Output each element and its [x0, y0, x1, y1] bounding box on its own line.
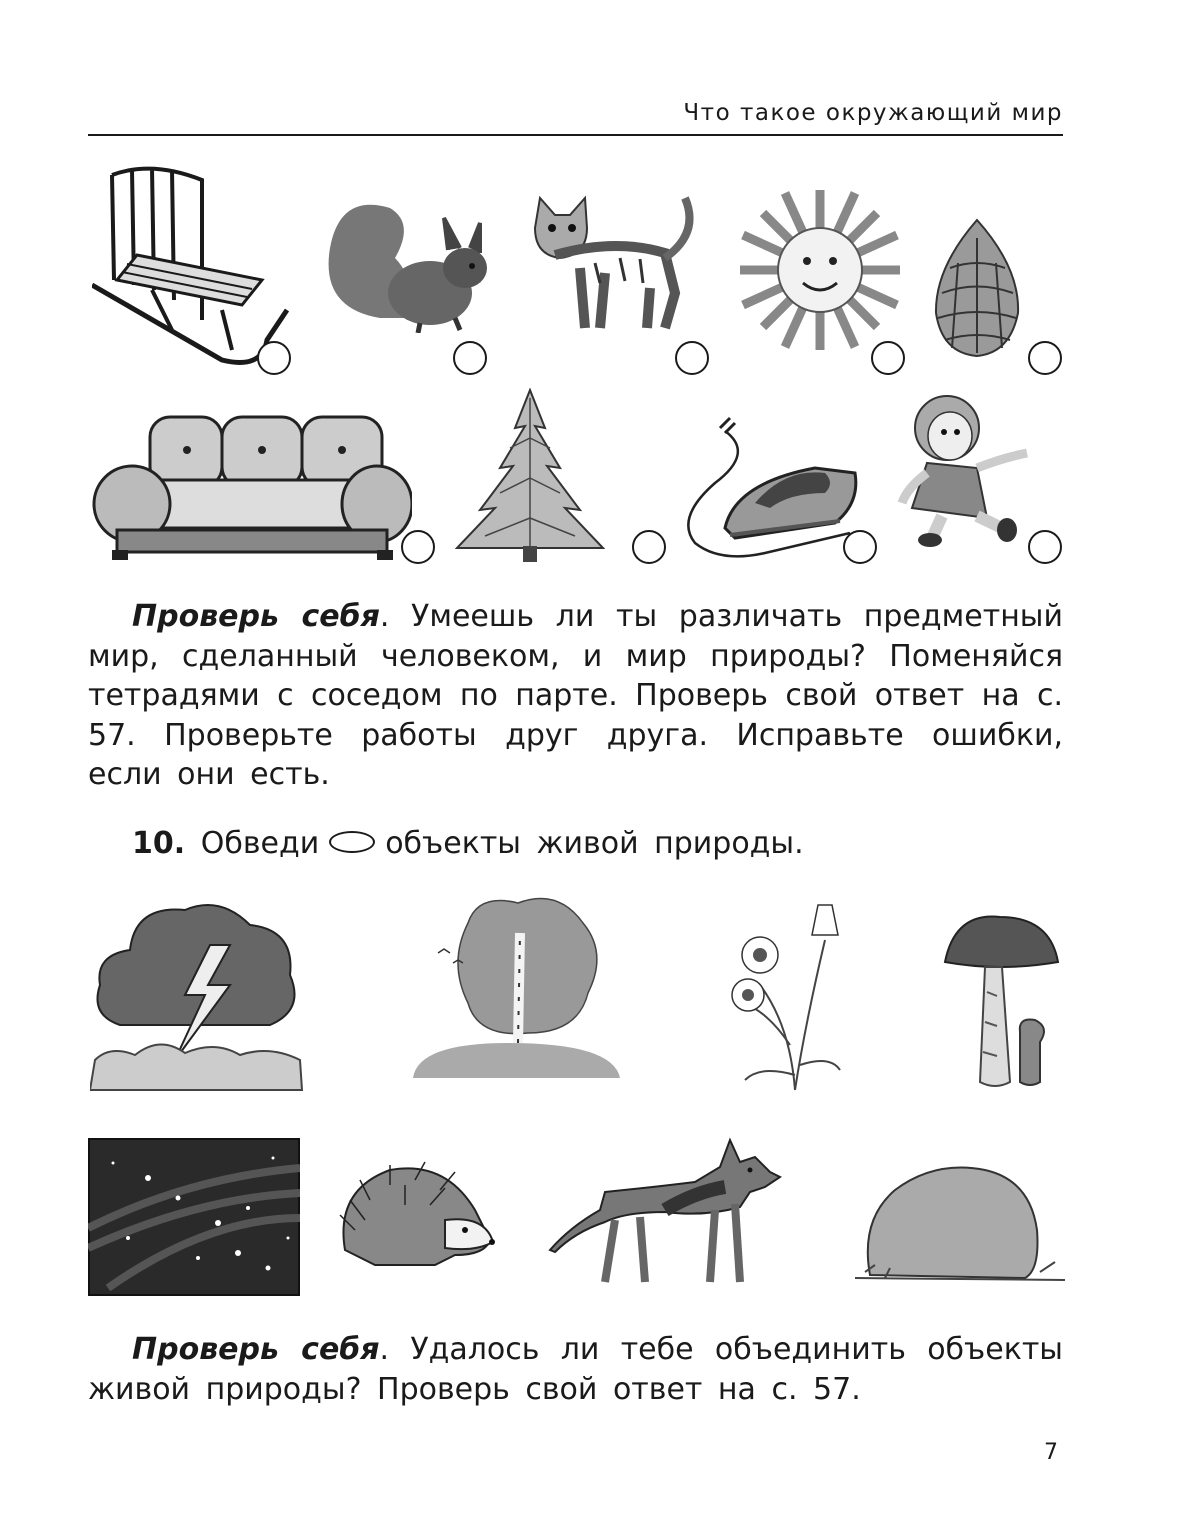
cat-icon	[525, 193, 710, 333]
starry-sky-icon	[88, 1138, 300, 1296]
answer-circle-iron[interactable]	[843, 530, 877, 564]
answer-circle-sun[interactable]	[871, 341, 905, 375]
check-yourself-text-2: . Удалось ли тебе объединить объекты живой природы? Проверь свой ответ на с. 57.	[88, 1332, 1063, 1407]
answer-circle-sled[interactable]	[257, 341, 291, 375]
answer-circle-doll[interactable]	[1028, 530, 1062, 564]
page-number: 7	[1044, 1440, 1058, 1465]
thundercloud-icon	[90, 895, 305, 1095]
check-yourself-paragraph-2	[88, 1330, 1063, 1409]
mushroom-icon	[940, 912, 1060, 1092]
check-yourself-text-1: . Умеешь ли ты различать предметный мир, сделанный человеком, и мир природы? Поменяйся тетрадями с соседом по парте. Проверь свой ответ на с. 57. Проверьте работы друг друга. Исправьте ошибки, если они есть.	[88, 599, 1063, 792]
check-yourself-label-2: Проверь себя	[132, 1332, 380, 1367]
stone-icon	[855, 1160, 1065, 1285]
iron-icon	[675, 413, 865, 563]
answer-circle-sofa[interactable]	[401, 530, 435, 564]
hedgehog-icon	[335, 1160, 495, 1272]
task-text-before: Обведи	[200, 826, 320, 861]
sun-icon	[735, 185, 905, 355]
chamomile-icon	[720, 895, 870, 1095]
running-header: Что такое окружающий мир	[683, 100, 1063, 126]
header-rule	[88, 134, 1063, 136]
squirrel-icon	[320, 188, 490, 333]
answer-circle-pine-cone[interactable]	[1028, 341, 1062, 375]
task-10-instruction	[132, 826, 804, 861]
fir-tree-icon	[455, 388, 605, 563]
answer-circle-cat[interactable]	[675, 341, 709, 375]
task-number: 10.	[132, 826, 186, 861]
sled-icon	[92, 160, 292, 370]
dog-icon	[545, 1132, 785, 1292]
doll-icon	[892, 388, 1042, 548]
sofa-icon	[92, 412, 412, 562]
birch-icon	[408, 893, 623, 1093]
task-text-after: объекты живой природы.	[385, 826, 804, 861]
answer-circle-fir-tree[interactable]	[632, 530, 666, 564]
pine-cone-icon	[930, 218, 1025, 358]
check-yourself-paragraph-1	[88, 597, 1063, 795]
answer-circle-squirrel[interactable]	[453, 341, 487, 375]
check-yourself-label-1: Проверь себя	[132, 599, 380, 634]
oval-icon	[329, 831, 375, 853]
